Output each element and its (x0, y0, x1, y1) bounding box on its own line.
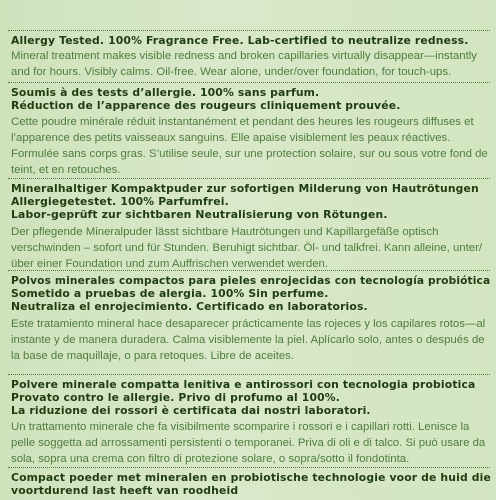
section-heading: Sometido a pruebas de alergia. 100% Sin perfume. (11, 287, 329, 300)
section-heading: Allergiegetestet. 100% Parfumfrei. (11, 195, 229, 208)
section-body-text: Mineral treatment makes visible redness and broken capillaries virtually disappear—instantly and for hours. Visibly calms. Oil-free. Wear alone, under/over foundation, for touch-ups. (11, 50, 477, 78)
section-heading: Soumis à des tests d’allergie. 100% sans parfum. (11, 86, 320, 99)
section-divider (8, 467, 490, 468)
section-heading: Labor-geprüft zur sichtbaren Neutralisierung von Rötungen. (11, 208, 388, 221)
section-divider (8, 374, 490, 375)
section-heading: La riduzione dei rossori è certificata dai nostri laboratori. (11, 404, 371, 417)
section-heading: Allergy Tested. 100% Fragrance Free. Lab-certified to neutralize redness. (11, 34, 469, 47)
section-divider (8, 178, 490, 179)
section-heading: Compact poeder met mineralen en probiotische technologie voor de huid die (11, 471, 491, 484)
section-heading: Polvere minerale compatta lenitiva e antirossori con tecnologia probiotica (11, 378, 476, 391)
section-body-text: Der pflegende Mineralpuder lässt sichtbare Hautrötungen und Kapillargefäße optisch verschwinden – sofort und für Stunden. Beruhigt sichtbar. Öl- und talkfrei. Kann alleine, unter/über einer Foundation und zum Auffrischen verwendet werden. (11, 226, 483, 270)
section-divider (8, 30, 490, 31)
section-divider (8, 82, 490, 83)
section-divider (8, 270, 490, 271)
section-heading: Polvos minerales compactos para pieles enrojecidas con tecnología probiótica (11, 275, 491, 287)
section-heading: Neutraliza el enrojecimiento. Certificado en laboratorios. (11, 300, 368, 313)
section-body-text: Este tratamiento mineral hace desaparecer prácticamente las rojeces y los capilares rotos—al instante y de manera duradera. Calma visiblemente la piel. Aplícarlo solo, antes o después de la base de maquillaje, o para retoques. Libre de aceites. (11, 318, 486, 362)
section-heading: Provato contro le allergie. Privo di profumo al 100%. (11, 391, 340, 404)
section-body-text: Un trattamento minerale che fa visibilmente scomparire i rossori e i capillari rotti. Lenisce la pelle soggetta ad arrossamenti persistenti o temporanei. Priva di oli e di talco. Si può usare da sola, sopra una crema con filtro di protezione solare, o sopra/sotto il fondotinta. (11, 421, 486, 465)
section-heading: Réduction de l’apparence des rougeurs cliniquement prouvée. (11, 99, 401, 112)
section-body-text: Cette poudre minérale réduit instantanément et pendant des heures les rougeurs diffuses et l’apparence des petits vaisseaux sanguins. Elle apaise visiblement les peaux réactives. Formulée sans corps gras. S’utilise seule, sur une protection solaire, sur ou sous votre fond de teint, et en retouches. (11, 116, 488, 176)
section-heading: voortdurend last heeft van roodheid (11, 484, 239, 497)
section-heading: Mineralhaltiger Kompaktpuder zur sofortigen Milderung von Hautrötungen (11, 182, 479, 195)
